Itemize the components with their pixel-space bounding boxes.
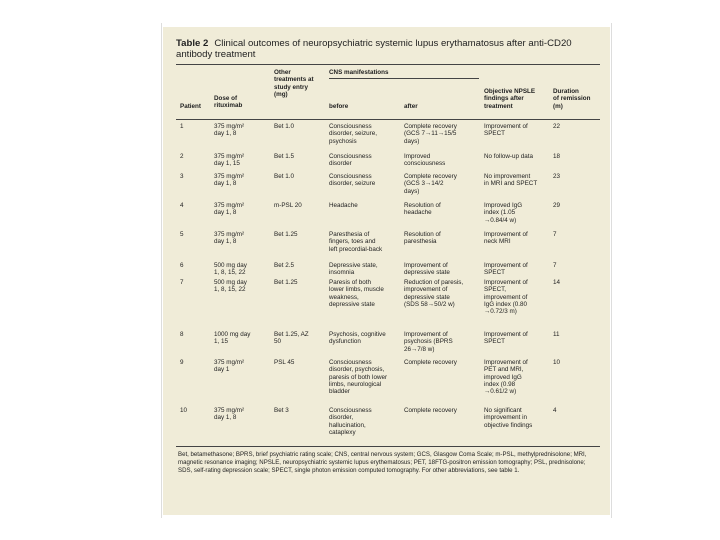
table-row [176, 276, 600, 328]
table-label: Table 2 [176, 38, 209, 49]
cell-duration: 22 [553, 123, 561, 130]
cell-other: Bet 1.25, AZ 50 [274, 331, 309, 346]
cell-dose: 375 mg/m² day 1 [214, 359, 245, 374]
cell-duration: 10 [553, 359, 561, 366]
cell-before: Consciousness disorder, hallucination, cataplexy [329, 407, 372, 436]
cell-before: Paresthesia of fingers, toes and left precordial-back [329, 231, 383, 253]
header-before: before [329, 103, 349, 110]
cell-objective: Improvement of SPECT [484, 123, 528, 138]
cell-dose: 500 mg day 1, 8, 15, 22 [214, 262, 247, 277]
cell-before: Consciousness disorder [329, 153, 372, 168]
cell-after: Improvement of psychosis (BPRS 26→7/8 w) [404, 331, 453, 353]
cell-other: Bet 1.5 [274, 153, 294, 160]
cell-other: Bet 1.0 [274, 123, 294, 130]
table-row [176, 170, 600, 199]
cell-patient: 1 [180, 123, 184, 130]
table-body [176, 120, 600, 446]
header-objective: Objective NPSLE findings after treatment [484, 88, 536, 110]
header-after: after [404, 103, 418, 110]
cell-objective: Improvement of neck MRI [484, 231, 528, 246]
cell-before: Paresis of both lower limbs, muscle weakness, depressive state [329, 279, 384, 308]
cell-duration: 11 [553, 331, 560, 338]
cell-other: Bet 1.0 [274, 173, 294, 180]
cell-patient: 4 [180, 202, 184, 209]
table-row [176, 356, 600, 404]
cell-duration: 18 [553, 153, 561, 160]
cell-dose: 375 mg/m² day 1, 8 [214, 407, 245, 422]
cell-other: Bet 1.25 [274, 231, 298, 238]
cell-patient: 7 [180, 279, 184, 286]
cell-objective: No significant improvement in objective findings [484, 407, 533, 429]
cell-objective: Improvement of PET and MRI, improved IgG index (0.98 →0.61/2 w) [484, 359, 528, 396]
cell-after: Improvement of depressive state [404, 262, 450, 277]
cell-duration: 23 [553, 173, 561, 180]
cell-after: Complete recovery (GCS 3→14/2 days) [404, 173, 457, 195]
cns-rule [329, 78, 479, 79]
cell-before: Headache [329, 202, 358, 209]
cell-patient: 2 [180, 153, 184, 160]
cell-objective: Improvement of SPECT [484, 331, 528, 346]
cell-before: Consciousness disorder, psychosis, paresis of both lower limbs, neurological bladder [329, 359, 388, 396]
header-dose: Dose of rituximab [214, 95, 243, 110]
cell-after: Resolution of paresthesia [404, 231, 441, 246]
cell-other: Bet 3 [274, 407, 289, 414]
cell-dose: 375 mg/m² day 1, 8 [214, 173, 245, 188]
table-row [176, 228, 600, 259]
cell-duration: 7 [553, 262, 557, 269]
cell-after: Complete recovery [404, 407, 457, 414]
table-footnote: Bet, betamethasone; BPRS, brief psychiatric rating scale; CNS, central nervous system; GCS, Glasgow Coma Scale; m-PSL, methylprednisolone; MRI, magnetic resonance imaging; NPSLE, neuropsychiatric systemic lupus erythematosus; PET, 18FTG-positron emission tomography; PSL, prednisolone; SDS, self-rating depression scale; SPECT, single photon emission computed tomography. For other abbreviations, see table 1. [178, 451, 587, 474]
cell-patient: 5 [180, 231, 184, 238]
cell-other: PSL 45 [274, 359, 295, 366]
cell-before: Consciousness disorder, seizure [329, 173, 376, 188]
table-document [163, 27, 610, 515]
cell-dose: 375 mg/m² day 1, 15 [214, 153, 245, 168]
cell-patient: 3 [180, 173, 184, 180]
table-row [176, 328, 600, 356]
header-duration: Duration of remission (m) [553, 88, 591, 110]
cell-before: Psychosis, cognitive dysfunction [329, 331, 386, 346]
cell-objective: No improvement in MRI and SPECT [484, 173, 538, 188]
table-row [176, 404, 600, 446]
cell-objective: Improved IgG index (1.05 →0.84/4 w) [484, 202, 523, 224]
cell-patient: 10 [180, 407, 188, 414]
cell-other: Bet 1.25 [274, 279, 298, 286]
cell-other: Bet 2.5 [274, 262, 294, 269]
cell-dose: 375 mg/m² day 1, 8 [214, 123, 245, 138]
cell-objective: No follow-up data [484, 153, 534, 160]
cell-objective: Improvement of SPECT, improvement of IgG index (0.80 →0.72/3 m) [484, 279, 528, 316]
cell-dose: 375 mg/m² day 1, 8 [214, 231, 245, 246]
table-header [176, 65, 600, 120]
cell-after: Complete recovery [404, 359, 457, 366]
cell-after: Complete recovery (GCS 7→11→15/5 days) [404, 123, 457, 145]
cell-after: Resolution of headache [404, 202, 441, 217]
cell-other: m-PSL 20 [274, 202, 302, 209]
cell-patient: 6 [180, 262, 184, 269]
table-row [176, 120, 600, 150]
cell-duration: 14 [553, 279, 561, 286]
header-patient: Patient [180, 103, 201, 110]
cell-before: Depressive state, insomnia [329, 262, 378, 277]
cell-patient: 8 [180, 331, 184, 338]
cell-dose: 500 mg day 1, 8, 15, 22 [214, 279, 247, 294]
cell-after: Reduction of paresis, improvement of depressive state (SDS 58→50/2 w) [404, 279, 464, 308]
cell-dose: 375 mg/m² day 1, 8 [214, 202, 245, 217]
header-other: Other treatments at study entry (mg) [274, 69, 314, 99]
cell-objective: Improvement of SPECT [484, 262, 528, 277]
table-row [176, 259, 600, 276]
table-title [176, 38, 600, 60]
table-row [176, 150, 600, 170]
cell-dose: 1000 mg day 1, 15 [214, 331, 251, 346]
table-row [176, 199, 600, 228]
cell-before: Consciousness disorder, seizure, psychosis [329, 123, 377, 145]
table-caption: Clinical outcomes of neuropsychiatric systemic lupus erythamatosus after anti-CD20 antibody treatment [176, 38, 572, 60]
cell-duration: 7 [553, 231, 557, 238]
cell-duration: 4 [553, 407, 557, 414]
cell-duration: 29 [553, 202, 561, 209]
cell-patient: 9 [180, 359, 184, 366]
cell-after: Improved consciousness [404, 153, 446, 168]
header-cns: CNS manifestations [329, 69, 389, 76]
